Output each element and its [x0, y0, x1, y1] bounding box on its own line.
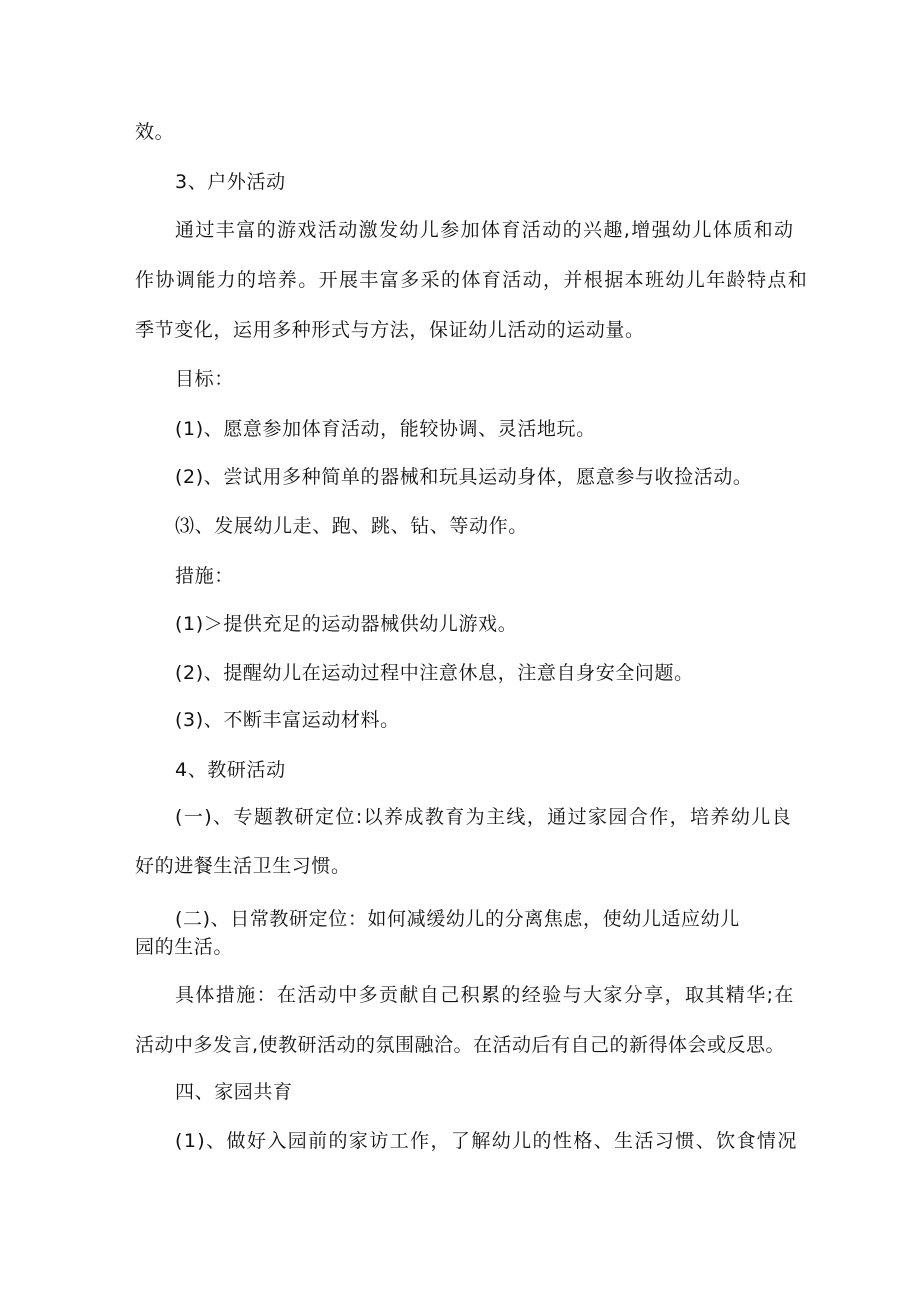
list-item: (1)、做好入园前的家访工作，了解幼儿的性格、生活习惯、饮食情况 — [175, 1130, 798, 1152]
list-item: (1)、愿意参加体育活动，能较协调、灵活地玩。 — [175, 418, 596, 440]
list-item: (2)、提醒幼儿在运动过程中注意休息，注意自身安全问题。 — [175, 662, 694, 684]
list-item: (1)＞提供充足的运动器械供幼儿游戏。 — [175, 613, 518, 635]
paragraph-line: 活动中多发言,使教研活动的氛围融洽。在活动后有自己的新得体会或反思。 — [135, 1034, 786, 1056]
paragraph-line: (一)、专题教研定位:以养成教育为主线，通过家园合作，培养幼儿良 — [175, 806, 793, 828]
paragraph-line: 具体措施：在活动中多贡献自己积累的经验与大家分享，取其精华;在 — [175, 984, 795, 1006]
paragraph-line: 季节变化，运用多种形式与方法，保证幼儿活动的运动量。 — [135, 319, 645, 341]
subheading-goals: 目标： — [175, 368, 234, 390]
paragraph-continuation: 效。 — [135, 121, 175, 143]
section-heading-home-school: 四、家园共育 — [175, 1081, 293, 1103]
section-heading-outdoor: 3、户外活动 — [175, 171, 286, 193]
section-heading-research: 4、教研活动 — [175, 759, 286, 781]
paragraph-line: 园的生活。 — [135, 936, 234, 958]
list-item: ⑶、发展幼儿走、跑、跳、钻、等动作。 — [175, 515, 528, 537]
paragraph-line: 好的进餐生活卫生习惯。 — [135, 855, 351, 877]
paragraph-line: (二)、日常教研定位：如何减缓幼儿的分离焦虑，使幼儿适应幼儿 — [175, 908, 740, 930]
paragraph-line: 通过丰富的游戏活动激发幼儿参加体育活动的兴趣,增强幼儿体质和动 — [175, 219, 795, 241]
list-item: (3)、不断丰富运动材料。 — [175, 709, 400, 731]
list-item: (2)、尝试用多种简单的器械和玩具运动身体，愿意参与收捡活动。 — [175, 466, 753, 488]
paragraph-line: 作协调能力的培养。开展丰富多采的体育活动，并根据本班幼儿年龄特点和 — [135, 269, 809, 291]
subheading-measures: 措施： — [175, 565, 234, 587]
